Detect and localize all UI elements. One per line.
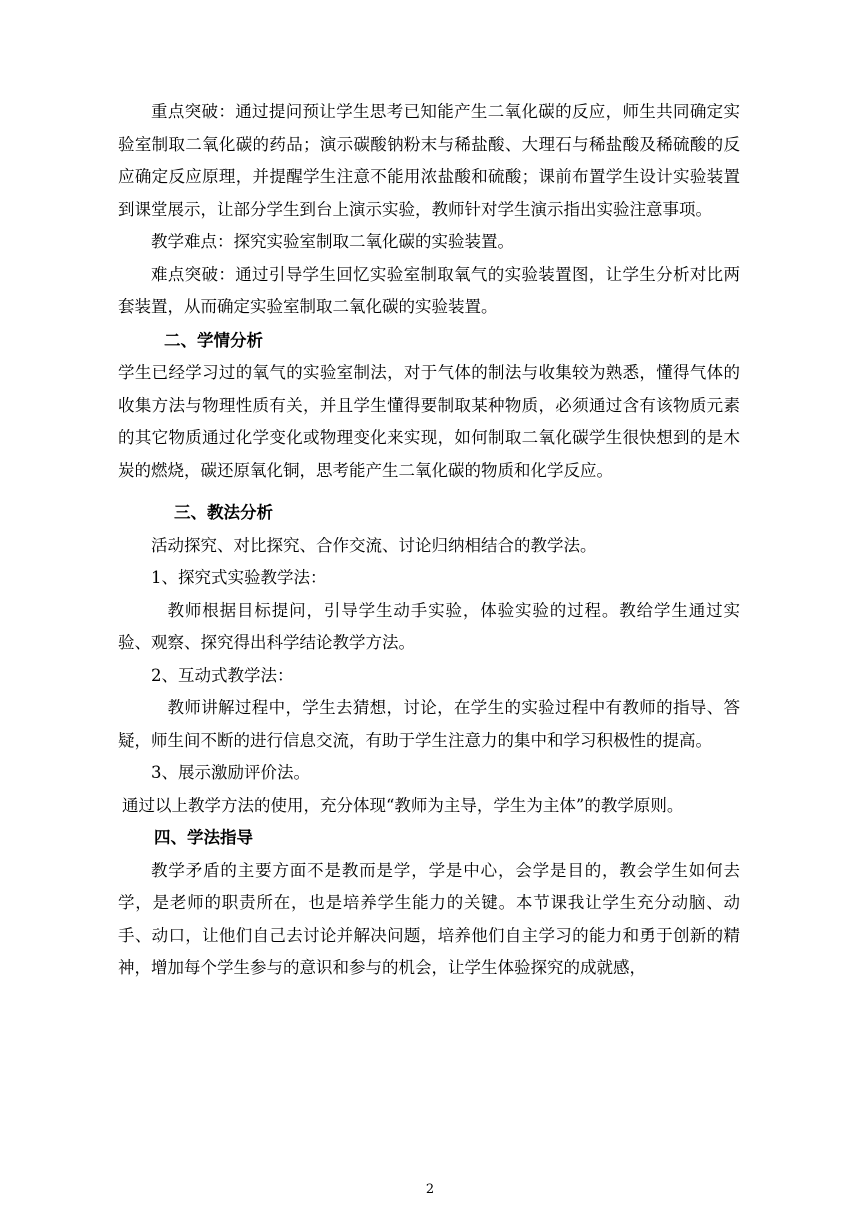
page-number: 2 xyxy=(425,1182,435,1197)
paragraph-key-breakthrough: 重点突破：通过提问预让学生思考已知能产生二氧化碳的反应，师生共同确定实验室制取二氧化碳的药品；演示碳酸钠粉末与稀盐酸、大理石与稀盐酸及稀硫酸的反应确定反应原理，并提醒学生注意不能用浓盐酸和硫酸；课前布置学生设计实验装置到课堂展示，让部分学生到台上演示实验，教师针对学生演示指出实验注意事项。 xyxy=(118,102,740,219)
paragraph-inquiry-method: 教师根据目标提问，引导学生动手实验，体验实验的过程。教给学生通过实验、观察、探究得出科学结论教学方法。 xyxy=(118,600,740,652)
paragraph-teaching-principle: 通过以上教学方法的使用，充分体现“教师为主导，学生为主体”的教学原则。 xyxy=(122,795,684,815)
item-evaluation-method-title: 3、展示激励评价法。 xyxy=(151,763,310,782)
paragraph-difficulty-breakthrough: 难点突破：通过引导学生回忆实验室制取氧气的实验装置图，让学生分析对比两套装置，从而确定实验室制取二氧化碳的实验装置。 xyxy=(118,264,740,316)
heading-student-analysis: 二、学情分析 xyxy=(164,330,263,350)
heading-study-guidance: 四、学法指导 xyxy=(154,828,253,847)
paragraph-student-analysis: 学生已经学习过的氧气的实验室制法，对于气体的制法与收集较为熟悉，懂得气体的收集方法与物理性质有关，并且学生懂得要制取某种物质，必须通过含有该物质元素的其它物质通过化学变化或物理变化来实现，如何制取二氧化碳学生很快想到的是木炭的燃烧，碳还原氧化铜，思考能产生二氧化碳的物质和化学反应。 xyxy=(118,363,740,480)
document-body xyxy=(118,96,740,985)
heading-teaching-method-analysis: 三、教法分析 xyxy=(174,503,273,522)
paragraph-teaching-methods: 活动探究、对比探究、合作交流、讨论归纳相结合的教学法。 xyxy=(151,535,597,555)
paragraph-study-guidance: 教学矛盾的主要方面不是教而是学，学是中心，会学是目的，教会学生如何去学，是老师的职责所在，也是培养学生能力的关键。本节课我让学生充分动脑、动手、动口，让他们自己去讨论并解决问题，培养他们自主学习的能力和勇于创新的精神，增加每个学生参与的意识和参与的机会，让学生体验探究的成就感， xyxy=(118,860,740,977)
paragraph-teaching-difficulty: 教学难点：探究实验室制取二氧化碳的实验装置。 xyxy=(151,232,514,251)
item-inquiry-method-title: 1、探究式实验教学法： xyxy=(151,568,327,587)
paragraph-interactive-method: 教师讲解过程中，学生去猜想，讨论，在学生的实验过程中有教师的指导、答疑，师生间不断的进行信息交流，有助于学生注意力的集中和学习积极性的提高。 xyxy=(118,698,740,750)
item-interactive-method-title: 2、互动式教学法： xyxy=(151,665,294,685)
